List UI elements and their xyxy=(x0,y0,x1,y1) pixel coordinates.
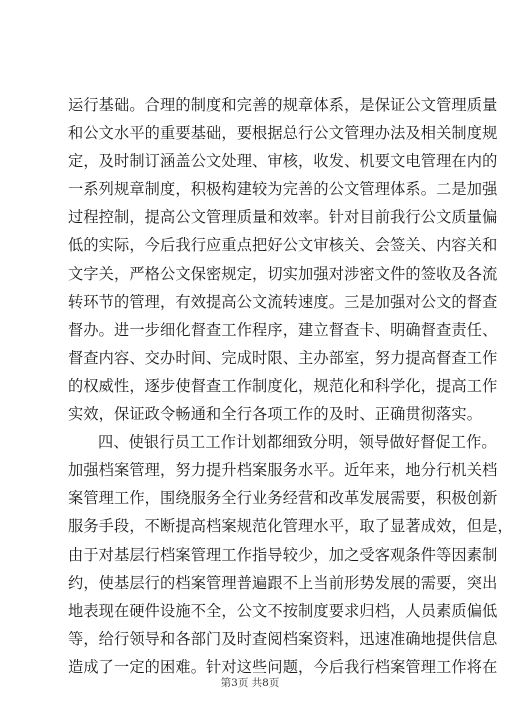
text-line: 文字关，严格公文保密规定，切实加强对涉密文件的签收及各流 xyxy=(68,264,498,283)
text-line: 由于对基层行档案管理工作指导较少，加之受客观条件等因素制 xyxy=(68,545,498,564)
text-line: 的权威性，逐步使督查工作制度化，规范化和科学化，提高工作 xyxy=(68,376,498,395)
text-line: 约，使基层行的档案管理普遍跟不上当前形势发展的需要，突出 xyxy=(68,573,498,592)
text-line: 和公文水平的重要基础，要根据总行公文管理办法及相关制度规 xyxy=(68,124,498,143)
text-line: 定，及时制订涵盖公文处理、审核，收发、机要文电管理在内的 xyxy=(68,152,498,171)
text-line: 等，给行领导和各部门及时查阅档案资料，迅速准确地提供信息 xyxy=(68,629,498,648)
paragraph-heading-line: 四、使银行员工工作计划都细致分明，领导做好督促工作。 xyxy=(98,433,497,452)
text-line: 督办。进一步细化督查工作程序，建立督查卡、明确督查责任、 xyxy=(68,320,498,339)
text-line: 督查内容、交办时间、完成时限、主办部室，努力提高督查工作 xyxy=(68,348,498,367)
page-number-footer: 第3页 共8页 xyxy=(220,677,280,689)
document-body xyxy=(68,91,513,681)
text-line: 加强档案管理，努力提升档案服务水平。近年来，地分行机关档 xyxy=(68,461,498,480)
text-line: 实效，保证政令畅通和全行各项工作的及时、正确贯彻落实。 xyxy=(68,405,483,424)
text-line: 服务手段，不断提高档案规范化管理水平，取了显著成效，但是， xyxy=(68,517,513,536)
text-line: 造成了一定的困难。针对这些问题，今后我行档案管理工作将在 xyxy=(68,657,498,676)
text-line: 运行基础。合理的制度和完善的规章体系，是保证公文管理质量 xyxy=(68,96,498,114)
text-line: 案管理工作，围绕服务全行业务经营和改革发展需要，积极创新 xyxy=(68,489,498,508)
text-line: 地表现在硬件设施不全，公文不按制度要求归档，人员素质偏低 xyxy=(68,601,498,620)
text-line: 过程控制，提高公文管理质量和效率。针对目前我行公文质量偏 xyxy=(68,208,498,227)
text-line: 低的实际，今后我行应重点把好公文审核关、会签关、内容关和 xyxy=(68,236,498,255)
text-line: 一系列规章制度，积极构建较为完善的公文管理体系。二是加强 xyxy=(68,180,498,199)
text-line: 转环节的管理，有效提高公文流转速度。三是加强对公文的督查 xyxy=(68,292,498,311)
